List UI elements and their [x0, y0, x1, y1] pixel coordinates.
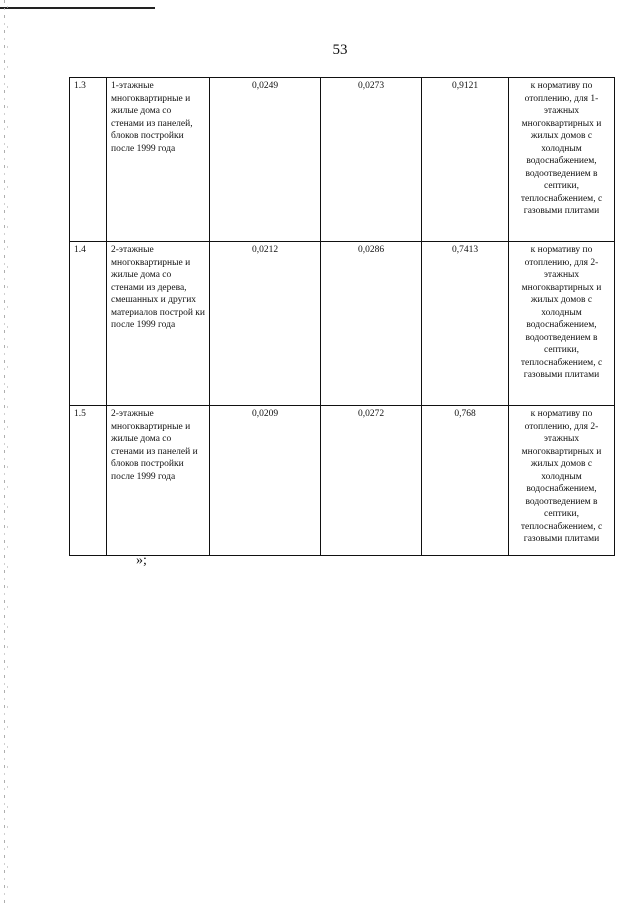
top-rule [0, 7, 155, 9]
closing-quote: »; [136, 553, 147, 568]
table-row [70, 78, 615, 242]
value-cell: 0,9121 [422, 78, 509, 242]
norms-table [69, 77, 615, 556]
scan-edge [4, 0, 5, 905]
page-number: 53 [332, 42, 348, 58]
row-number: 1.4 [70, 242, 107, 406]
note-cell: к нормативу по отоплению, для 1-этажных многоквартирных и жилых домов с холодным водоснабжением, водоотведением в септики, теплоснабжением, с газовыми плитами [509, 78, 615, 242]
table-row [70, 242, 615, 406]
table-row [70, 406, 615, 556]
note-cell: к нормативу по отоплению, для 2-этажных многоквартирных и жилых домов с холодным водоснабжением, водоотведением в септики, теплоснабжением, с газовыми плитами [509, 242, 615, 406]
note-cell: к нормативу по отоплению, для 2-этажных многоквартирных и жилых домов с холодным водоснабжением, водоотведением в септики, теплоснабжением, с газовыми плитами [509, 406, 615, 556]
row-number: 1.3 [70, 78, 107, 242]
value-cell: 0,768 [422, 406, 509, 556]
value-cell: 0,7413 [422, 242, 509, 406]
scan-edge-secondary [7, 0, 8, 905]
value-cell: 0,0249 [210, 78, 321, 242]
row-number: 1.5 [70, 406, 107, 556]
value-cell: 0,0286 [321, 242, 422, 406]
value-cell: 0,0209 [210, 406, 321, 556]
building-description: 1-этажные многоквартирные и жилые дома со стенами из панелей, блоков постройки после 1999 года [107, 78, 210, 242]
building-description: 2-этажные многоквартирные и жилые дома со стенами из дерева, смешанных и других материалов построй ки после 1999 года [107, 242, 210, 406]
building-description: 2-этажные многоквартирные и жилые дома со стенами из панелей и блоков постройки после 1999 года [107, 406, 210, 556]
value-cell: 0,0212 [210, 242, 321, 406]
value-cell: 0,0273 [321, 78, 422, 242]
value-cell: 0,0272 [321, 406, 422, 556]
